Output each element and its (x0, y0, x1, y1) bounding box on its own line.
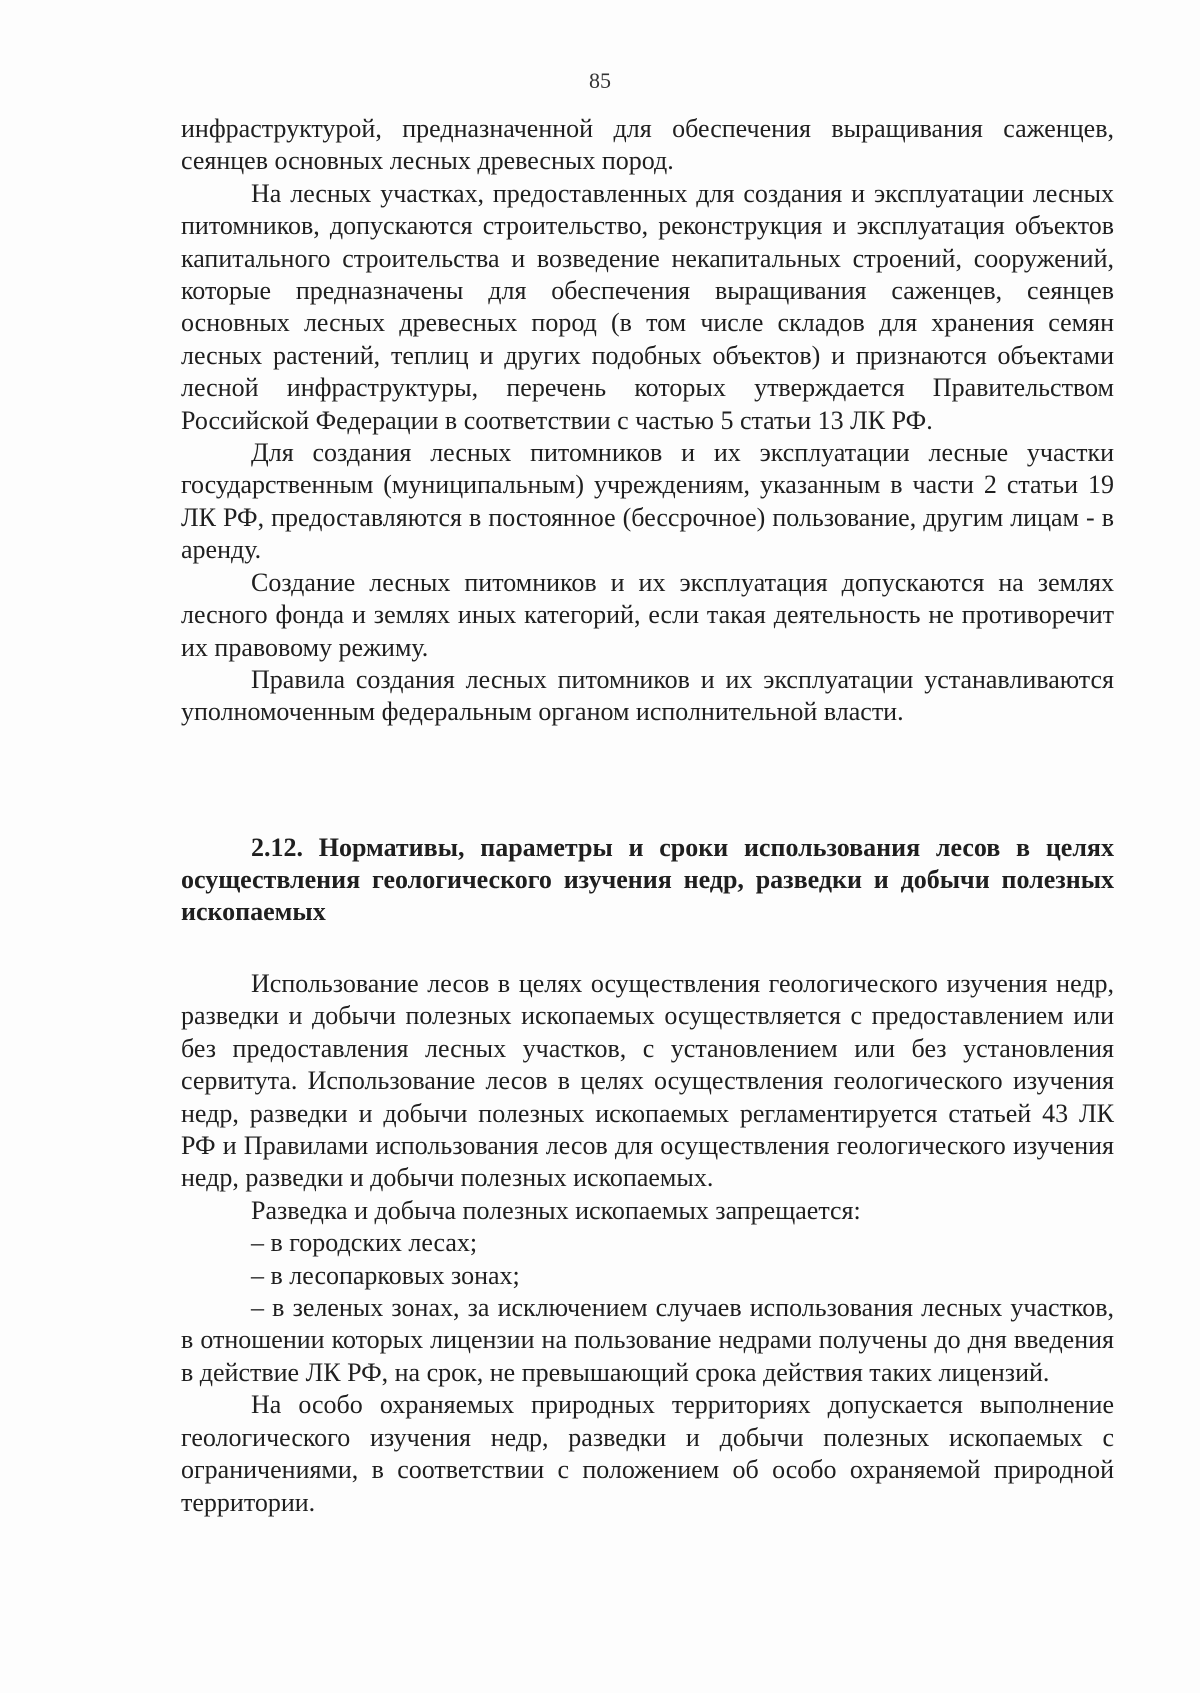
paragraph-nursery-provision: Для создания лесных питомников и их эксплуатации лесные участки государственным (муниципальным) учреждениям, указанным в части 2 статьи 19 ЛК РФ, предоставляются в постоянное (бессрочное) пользование, другим лицам - в аренду. (181, 438, 1114, 565)
paragraph-nursery-rules: Правила создания лесных питомников и их эксплуатации устанавливаются уполномоченным федеральным органом исполнительной власти. (181, 664, 1114, 727)
paragraph-prohibition-lead: Разведка и добыча полезных ископаемых запрещается: (251, 1195, 861, 1225)
section-heading: 2.12. Нормативы, параметры и сроки использования лесов в целях осуществления геологического изучения недр, разведки и добычи полезных ископаемых (181, 833, 1114, 926)
list-item-forest-park-zones: – в лесопарковых зонах; (251, 1260, 520, 1290)
paragraph-geology-intro: Использование лесов в целях осуществления геологического изучения недр, разведки и добычи полезных ископаемых осуществляется с предоставлением или без предоставления лесных участков, с установлением или без установления сервитута. Использование лесов в целях осуществления геологического изучения недр, разведки и добычи полезных ископаемых регламентируется статьей 43 ЛК РФ и Правилами использования лесов для осуществления геологического изучения недр, разведки и добычи полезных ископаемых. (181, 969, 1114, 1193)
paragraph-nursery-lands: Создание лесных питомников и их эксплуатация допускаются на землях лесного фонда и землях иных категорий, если такая деятельность не противоречит их правовому режиму. (181, 567, 1114, 662)
list-item-city-forests: – в городских лесах; (251, 1228, 478, 1258)
paragraph-nursery-construction: На лесных участках, предоставленных для создания и эксплуатации лесных питомников, допускаются строительство, реконструкция и эксплуатация объектов капитального строительства и возведение некапитальных строений, сооружений, которые предназначены для обеспечения выращивания саженцев, сеянцев основных лесных древесных пород (в том числе складов для хранения семян лесных растений, теплиц и других подобных объектов) и признаются объектами лесной инфраструктуры, перечень которых утверждается Правительством Российской Федерации в соответствии с частью 5 статьи 13 ЛК РФ. (181, 178, 1114, 435)
section-text-block (181, 968, 1114, 1519)
top-text-block (181, 113, 1114, 729)
page-number: 85 (589, 68, 611, 93)
paragraph-protected-areas: На особо охраняемых природных территориях допускается выполнение геологического изучения недр, разведки и добычи полезных ископаемых с ограничениями, в соответствии с положением об особо охраняемой природной территории. (181, 1390, 1114, 1517)
paragraph-continuation: инфраструктурой, предназначенной для обеспечения выращивания саженцев, сеянцев основных лесных древесных пород. (181, 114, 1114, 176)
list-item-green-zones: – в зеленых зонах, за исключением случаев использования лесных участков, в отношении которых лицензии на пользование недрами получены до дня введения в действие ЛК РФ, на срок, не превышающий срока действия таких лицензий. (181, 1293, 1114, 1387)
